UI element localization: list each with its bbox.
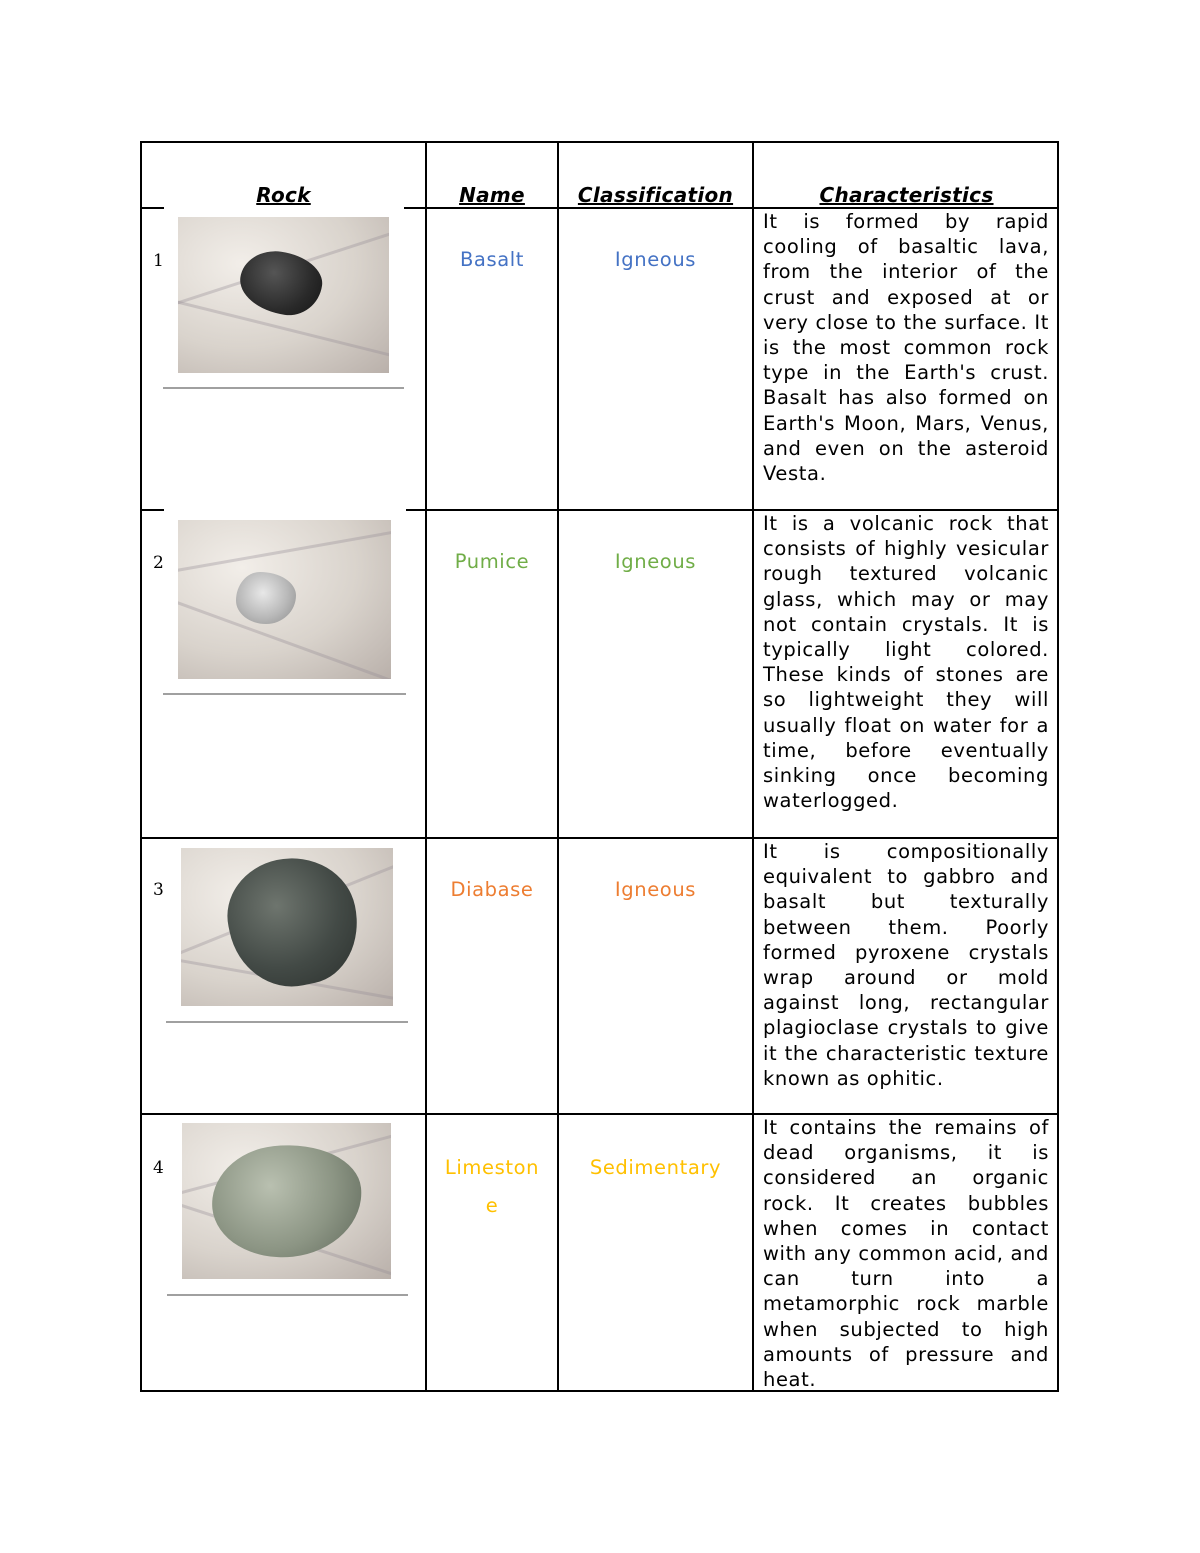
- rock-name: Limestone: [444, 1156, 540, 1217]
- rock-table: [140, 141, 1059, 1392]
- photo-caption-line: [167, 1294, 408, 1296]
- photo-caption-line: [166, 1021, 408, 1023]
- row-divider: [142, 207, 164, 209]
- row-number: 1: [153, 251, 164, 271]
- rock-characteristics: It is compositionally equivalent to gabbro and basalt but texturally between them. Poorly formed pyroxene crystals wrap around or mold against long, rectangular plagioclase crystals to give it the characteristic texture known as ophitic.: [763, 840, 1049, 1090]
- header-rock: Rock: [256, 183, 311, 207]
- row-number: 2: [153, 553, 164, 573]
- photo-caption-line: [163, 387, 404, 389]
- rock-name: Basalt: [459, 248, 525, 271]
- rock-classification: Igneous: [614, 550, 697, 573]
- rock-name: Pumice: [454, 550, 530, 573]
- rock-classification: Sedimentary: [589, 1156, 722, 1179]
- rock-classification: Igneous: [614, 248, 697, 271]
- row-number: 4: [153, 1158, 164, 1178]
- rock-characteristics: It contains the remains of dead organisms, it is considered an organic rock. It creates bubbles when comes in contact with any common acid, and can turn into a metamorphic rock marble when subjected to high amounts of pressure and heat.: [763, 1116, 1049, 1392]
- column-divider: [425, 143, 427, 1390]
- rock-characteristics: It is formed by rapid cooling of basaltic lava, from the interior of the crust and exposed at or very close to the surface. It is the most common rock type in the Earth's crust. Basalt has also formed on Earth's Moon, Mars, Venus, and even on the asteroid Vesta.: [763, 210, 1049, 486]
- limestone-rock-photo: [182, 1123, 391, 1279]
- rock-classification: Igneous: [614, 878, 697, 901]
- column-divider: [752, 143, 754, 1390]
- pumice-rock-photo: [178, 520, 391, 679]
- rock-name: Diabase: [450, 878, 534, 901]
- header-classification: Classification: [577, 183, 734, 207]
- rock-characteristics: It is a volcanic rock that consists of highly vesicular rough textured volcanic glass, which may or may not contain crystals. It is typically light colored. These kinds of stones are so lightweight they will usually float on water for a time, before eventually sinking once becoming waterlogged.: [763, 512, 1049, 813]
- row-divider: [142, 509, 164, 511]
- row-number: 3: [153, 880, 164, 900]
- column-divider: [557, 143, 559, 1390]
- header-name: Name: [459, 183, 525, 207]
- photo-caption-line: [163, 693, 406, 695]
- basalt-rock-photo: [178, 217, 389, 373]
- diabase-rock-photo: [181, 848, 393, 1006]
- header-characteristics: Characteristics: [819, 183, 994, 207]
